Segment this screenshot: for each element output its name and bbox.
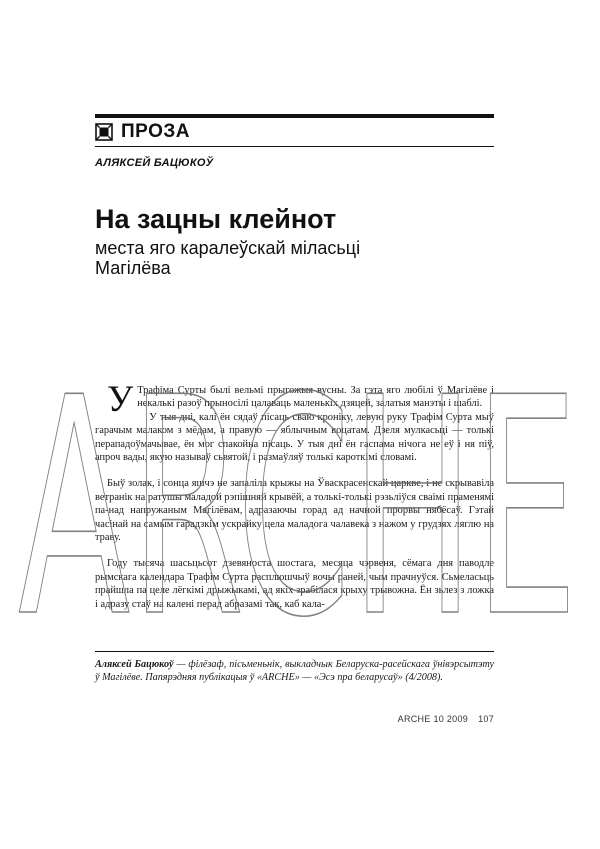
- author-name: АЛЯКСЕЙ БАЦЮКОЎ: [95, 157, 214, 169]
- paragraph-4: Году тысяча шасьцьсот дзевяноста шостага, месяца чэрвеня, сёмага дня паводле рымскага календара Трафім Сурта расплюшчыў вочы раней, чым прачнуўся. Сьмеласьць прайшла па целе лёгкімі дрыжыкамі, ад якіх зрабілася крыху трывожна. Ён зьлез з ложка і адразу стаў на калені перад абразамі так, каб кала-: [95, 558, 494, 610]
- article-subtitle: места яго каралеўскай міласьці Магілёва: [95, 238, 361, 278]
- page-footer: [398, 714, 494, 724]
- footnote-divider: [95, 651, 494, 652]
- section-label: ПРОЗА: [121, 121, 190, 142]
- journal-issue: ARCHE 10 2009: [397, 714, 469, 724]
- watermark-text: ARCHE: [18, 334, 578, 683]
- paragraph-2: У тыя дні, калі ён сядаў пісаць сваю кроніку, левую руку Трафім Сурта мыў гарачым малаком з мёдам, а правую — яблычным воцатам. Дзеля мулкасьці — толькі перападоўмачывае, ён мог спакойна пісаць. У тыя дні ён гаспама нічога не еў і ня піў, апроч вады, якую называў сьвятой, і размаўляў толькі кароткімі словамі.: [95, 411, 494, 464]
- drop-cap: У: [107, 379, 134, 420]
- top-rule: [95, 114, 494, 118]
- header-divider: [95, 146, 494, 147]
- page-number: 107: [478, 714, 494, 724]
- section-header: [95, 121, 190, 143]
- author-footnote: [95, 658, 494, 684]
- paragraph-3: Быў золак, і сонца яшчэ не запаліла крыжы на Ўваскрасенскай царкве, і не скрывавіла ветранік на ратушы маладой рэпішняй крывёй, а толькі-толькі рэзьліўся сваімі праменямі па-над напружаным Магілёвам, адразаючы горад ад начной прорвы нябёсаў. Гэтай часінай на самым гарадзкім ускрайку цела маладога чалавека з нажом у грудзях ляглю на траву.: [95, 478, 494, 544]
- footnote-author: Аляксей Бацюкоў: [95, 659, 174, 670]
- article-body: [95, 379, 494, 611]
- paragraph-1: У Трафіма Сурты былі вельмі прыгожыя вусны. За гэта яго любілі ў Магілёве і некалькі разоў прыносілі цалаваць маленькіх дзяцей, залатыя манэты і шаблі.: [107, 379, 494, 420]
- footnote-text: — філёзаф, пісьменьнік, выкладчык Беларуска-расейскага ўнівэрсытэту ў Магілёве. Папярэдняя публікацыя ў «ARCHE» — «Эсэ пра беларусаў» (4/2008).: [95, 659, 494, 683]
- article-title: На зацны клейнот: [95, 204, 337, 234]
- bordered-square-icon: [95, 123, 113, 141]
